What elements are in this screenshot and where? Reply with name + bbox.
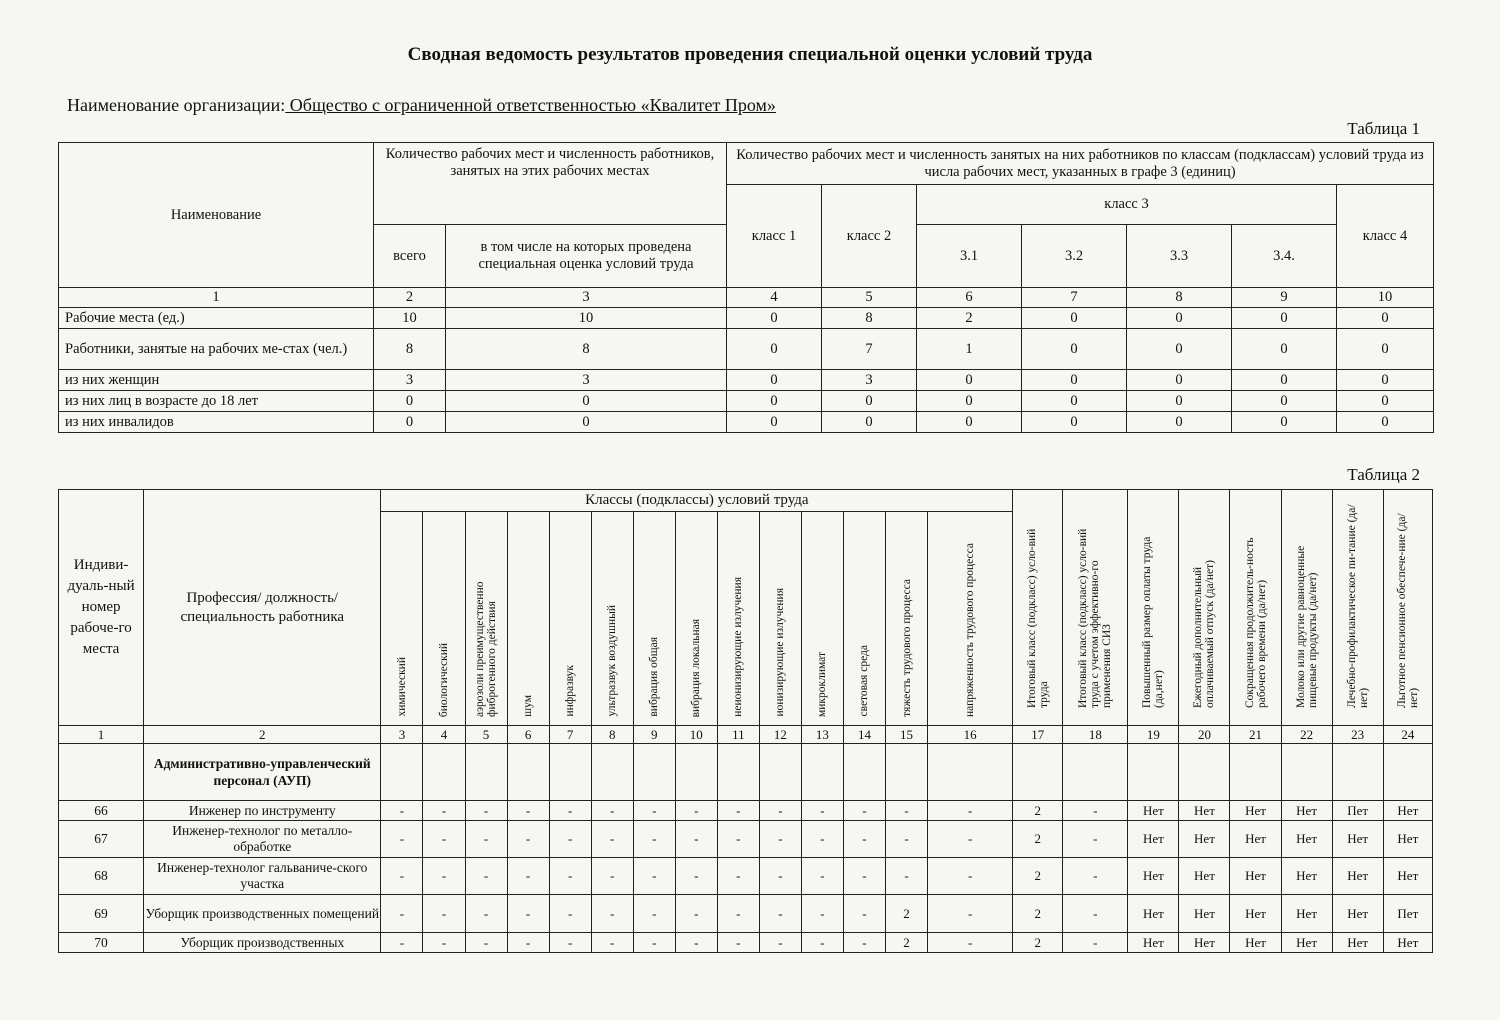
cell-value: -: [381, 895, 423, 933]
cell-value: -: [759, 933, 801, 953]
cell-value: 0: [727, 412, 822, 433]
cell-value: -: [928, 933, 1013, 953]
header-extra-23: [1332, 490, 1383, 726]
column-number: 12: [759, 726, 801, 744]
cell-value: 0: [727, 391, 822, 412]
cell-value: 7: [822, 329, 917, 370]
column-number: 6: [917, 288, 1022, 308]
cell-value: 2: [1013, 801, 1063, 821]
column-number: 3: [446, 288, 727, 308]
column-number: 21: [1230, 726, 1281, 744]
cell-value: 0: [822, 412, 917, 433]
header-extra-text: Сокращенная продолжитель-ность рабочего времени (да/нет): [1243, 537, 1268, 708]
cell-value: 0: [1127, 370, 1232, 391]
cell-value: -: [717, 895, 759, 933]
header-classes: Количество рабочих мест и численность занятых на них работников по классам (подклассам) условий труда из числа рабочих мест, указанных в графе 3 (единиц): [727, 143, 1434, 185]
cell-value: -: [717, 933, 759, 953]
cell-value: -: [759, 821, 801, 858]
header-factor: [928, 512, 1013, 726]
cell-value: -: [801, 858, 843, 895]
header-factor: [423, 512, 465, 726]
cell-value: 0: [1022, 412, 1127, 433]
cell-value: 0: [727, 329, 822, 370]
cell-value: 0: [917, 412, 1022, 433]
column-number: 4: [423, 726, 465, 744]
column-numbers-row: [59, 288, 1434, 308]
cell-value: 0: [446, 391, 727, 412]
header-factor: [465, 512, 507, 726]
cell-value: -: [1063, 821, 1128, 858]
column-number: 20: [1179, 726, 1230, 744]
cell-value: Нет: [1383, 821, 1432, 858]
cell-value: Нет: [1383, 801, 1432, 821]
header-total: всего: [374, 225, 446, 288]
profession-name: Уборщик производственных: [144, 933, 381, 953]
column-number: 14: [843, 726, 885, 744]
header-factor: [759, 512, 801, 726]
row-name: из них инвалидов: [59, 412, 374, 433]
workplace-id: 66: [59, 801, 144, 821]
header-3-2: 3.2: [1022, 225, 1127, 288]
column-number: 11: [717, 726, 759, 744]
cell-value: 0: [1022, 391, 1127, 412]
column-number: 1: [59, 288, 374, 308]
cell-value: -: [759, 895, 801, 933]
cell-value: Нет: [1128, 821, 1179, 858]
cell-value: 0: [822, 391, 917, 412]
table1-label: Таблица 1: [1347, 119, 1420, 138]
cell-value: 0: [1337, 329, 1434, 370]
header-factor: [843, 512, 885, 726]
header-extra-17: [1013, 490, 1063, 726]
profession-name: Инженер-технолог гальваниче-ского участка: [144, 858, 381, 895]
header-name: Наименование: [59, 143, 374, 288]
cell-value: -: [591, 821, 633, 858]
cell-value: -: [549, 933, 591, 953]
cell-value: -: [717, 858, 759, 895]
cell-value: -: [465, 858, 507, 895]
cell-value: -: [1063, 933, 1128, 953]
column-number: 19: [1128, 726, 1179, 744]
workplace-id: 67: [59, 821, 144, 858]
column-number: 24: [1383, 726, 1432, 744]
cell-value: 2: [886, 895, 928, 933]
column-number: 18: [1063, 726, 1128, 744]
column-numbers-row: [59, 726, 1433, 744]
factor-label: химический: [395, 657, 408, 717]
table-row: [59, 801, 1433, 821]
header-extra-text: Повышенный размер оплаты труда (да,нет): [1141, 536, 1166, 708]
cell-value: -: [801, 895, 843, 933]
cell-value: 0: [1022, 329, 1127, 370]
organization-label: Наименование организации:: [67, 95, 286, 115]
workplace-id: 69: [59, 895, 144, 933]
factor-label: световая среда: [858, 645, 871, 717]
row-name: из них женщин: [59, 370, 374, 391]
cell-value: Нет: [1179, 895, 1230, 933]
cell-value: Нет: [1281, 895, 1332, 933]
cell-value: -: [928, 821, 1013, 858]
column-number: 10: [675, 726, 717, 744]
cell-value: 0: [1337, 308, 1434, 329]
cell-value: -: [381, 801, 423, 821]
cell-value: -: [423, 895, 465, 933]
column-number: 15: [886, 726, 928, 744]
factor-label: шум: [522, 695, 535, 717]
cell-value: Нет: [1179, 858, 1230, 895]
factor-label: инфразвук: [564, 665, 577, 717]
header-class1: класс 1: [727, 185, 822, 288]
column-number: 7: [549, 726, 591, 744]
header-factor: [549, 512, 591, 726]
cell-value: Нет: [1230, 821, 1281, 858]
workplace-id: 68: [59, 858, 144, 895]
column-number: 6: [507, 726, 549, 744]
cell-value: -: [843, 801, 885, 821]
cell-value: 0: [1127, 412, 1232, 433]
cell-value: Пет: [1332, 801, 1383, 821]
cell-value: -: [675, 801, 717, 821]
table-row: [59, 391, 1434, 412]
cell-value: -: [675, 858, 717, 895]
factor-label: неионизирующие излучения: [732, 577, 745, 717]
cell-value: 0: [727, 308, 822, 329]
cell-value: 2: [1013, 821, 1063, 858]
cell-value: -: [928, 858, 1013, 895]
column-number: 16: [928, 726, 1013, 744]
header-profession: Профессия/ должность/ специальность работника: [144, 490, 381, 726]
header-extra-20: [1179, 490, 1230, 726]
header-extra-text: Молоко или другие равноценные пищевые продукты (да/нет): [1294, 545, 1319, 708]
cell-value: 0: [917, 370, 1022, 391]
cell-value: -: [759, 858, 801, 895]
cell-value: -: [423, 801, 465, 821]
cell-value: 0: [917, 391, 1022, 412]
cell-value: Нет: [1230, 895, 1281, 933]
cell-value: Нет: [1230, 801, 1281, 821]
cell-value: Пет: [1383, 895, 1432, 933]
header-class4: класс 4: [1337, 185, 1434, 288]
header-class3: класс 3: [917, 185, 1337, 225]
cell-value: 3: [374, 370, 446, 391]
cell-value: -: [843, 821, 885, 858]
cell-value: -: [507, 801, 549, 821]
cell-value: -: [381, 933, 423, 953]
summary-table: [58, 142, 1434, 433]
cell-value: 0: [727, 370, 822, 391]
cell-value: Нет: [1128, 895, 1179, 933]
header-extra-21: [1230, 490, 1281, 726]
header-factor: [801, 512, 843, 726]
cell-value: -: [717, 801, 759, 821]
cell-value: -: [886, 801, 928, 821]
cell-value: 0: [1232, 308, 1337, 329]
cell-value: 0: [1232, 412, 1337, 433]
header-extra-text: Лечебно-профилактическое пи-тание (да/нет): [1345, 504, 1370, 708]
workplaces-table: [58, 489, 1433, 953]
group-title: Административно-управленческий персонал (АУП): [144, 744, 381, 801]
header-factor: [633, 512, 675, 726]
table-row: [59, 308, 1434, 329]
cell-value: -: [507, 933, 549, 953]
cell-value: -: [507, 895, 549, 933]
header-factor: [886, 512, 928, 726]
header-factor: [717, 512, 759, 726]
table-row: [59, 370, 1434, 391]
header-3-1: 3.1: [917, 225, 1022, 288]
cell-value: -: [801, 801, 843, 821]
factor-label: микроклимат: [816, 651, 829, 717]
table-row: [59, 858, 1433, 895]
cell-value: 1: [917, 329, 1022, 370]
cell-value: 0: [446, 412, 727, 433]
column-number: 17: [1013, 726, 1063, 744]
cell-value: -: [801, 821, 843, 858]
cell-value: 0: [374, 412, 446, 433]
cell-value: -: [507, 858, 549, 895]
column-number: 2: [144, 726, 381, 744]
cell-value: 0: [1337, 412, 1434, 433]
organization-line: [67, 95, 776, 116]
row-name: Работники, занятые на рабочих ме-стах (чел.): [59, 329, 374, 370]
cell-value: Нет: [1332, 821, 1383, 858]
header-factor: [381, 512, 423, 726]
column-number: 9: [633, 726, 675, 744]
cell-value: Нет: [1383, 858, 1432, 895]
header-factor: [507, 512, 549, 726]
cell-value: -: [801, 933, 843, 953]
workplace-id: 70: [59, 933, 144, 953]
header-extra-text: Итоговый класс (подкласс) усло-вий труда: [1025, 528, 1050, 708]
cell-value: -: [675, 895, 717, 933]
column-number: 22: [1281, 726, 1332, 744]
column-number: 5: [822, 288, 917, 308]
cell-value: 8: [822, 308, 917, 329]
cell-value: 0: [1232, 370, 1337, 391]
cell-value: -: [717, 821, 759, 858]
cell-value: -: [549, 821, 591, 858]
cell-value: -: [1063, 895, 1128, 933]
cell-value: Нет: [1179, 933, 1230, 953]
table-row: [59, 329, 1434, 370]
column-number: 8: [1127, 288, 1232, 308]
cell-value: -: [886, 858, 928, 895]
cell-value: Нет: [1128, 933, 1179, 953]
cell-value: 3: [822, 370, 917, 391]
cell-value: -: [633, 895, 675, 933]
cell-value: Нет: [1128, 858, 1179, 895]
cell-value: Нет: [1383, 933, 1432, 953]
cell-value: -: [591, 895, 633, 933]
cell-value: -: [423, 821, 465, 858]
organization-name: Общество с ограниченной ответственностью «Квалитет Пром»: [285, 95, 776, 115]
cell-value: 0: [1232, 329, 1337, 370]
cell-value: 3: [446, 370, 727, 391]
cell-value: -: [549, 858, 591, 895]
cell-value: Нет: [1281, 858, 1332, 895]
cell-value: -: [928, 801, 1013, 821]
cell-value: -: [423, 933, 465, 953]
cell-value: -: [381, 821, 423, 858]
cell-value: -: [465, 895, 507, 933]
cell-value: -: [591, 858, 633, 895]
cell-value: 0: [1022, 370, 1127, 391]
column-number: 5: [465, 726, 507, 744]
cell-value: 8: [374, 329, 446, 370]
column-number: 8: [591, 726, 633, 744]
cell-value: -: [633, 821, 675, 858]
column-number: 4: [727, 288, 822, 308]
cell-value: -: [633, 801, 675, 821]
header-extra-22: [1281, 490, 1332, 726]
cell-value: 0: [1127, 308, 1232, 329]
cell-value: -: [1063, 858, 1128, 895]
cell-value: -: [633, 858, 675, 895]
cell-value: -: [549, 895, 591, 933]
cell-value: Нет: [1128, 801, 1179, 821]
header-extra-24: [1383, 490, 1432, 726]
header-class2: класс 2: [822, 185, 917, 288]
cell-value: 0: [1232, 391, 1337, 412]
factor-label: ионизирующие излучения: [774, 588, 787, 717]
cell-value: 2: [1013, 895, 1063, 933]
cell-value: -: [591, 801, 633, 821]
cell-value: 2: [1013, 933, 1063, 953]
table-row: [59, 821, 1433, 858]
cell-value: -: [675, 933, 717, 953]
cell-value: -: [1063, 801, 1128, 821]
cell-value: 0: [1127, 329, 1232, 370]
cell-value: Нет: [1179, 801, 1230, 821]
cell-value: -: [465, 821, 507, 858]
header-assessed: в том числе на которых проведена специальная оценка условий труда: [446, 225, 727, 288]
cell-value: Нет: [1230, 933, 1281, 953]
factor-label: вибрация общая: [648, 637, 661, 717]
cell-value: 0: [1337, 391, 1434, 412]
factor-label: тяжесть трудового процесса: [900, 579, 913, 717]
header-extra-19: [1128, 490, 1179, 726]
cell-value: 0: [1127, 391, 1232, 412]
column-number: 23: [1332, 726, 1383, 744]
factor-label: ультразвук воздушный: [606, 605, 619, 717]
profession-name: Инженер-технолог по металло-обработке: [144, 821, 381, 858]
row-name: Рабочие места (ед.): [59, 308, 374, 329]
table2-label: Таблица 2: [1347, 465, 1420, 484]
column-number: 9: [1232, 288, 1337, 308]
cell-value: -: [591, 933, 633, 953]
header-extra-18: [1063, 490, 1128, 726]
cell-value: Нет: [1281, 801, 1332, 821]
cell-value: -: [843, 895, 885, 933]
header-extra-text: Льготное пенсионное обеспече-ние (да/нет): [1395, 513, 1420, 708]
document-title: Сводная ведомость результатов проведения специальной оценки условий труда: [407, 44, 1093, 65]
table-row: [59, 412, 1434, 433]
cell-value: -: [675, 821, 717, 858]
group-row: [59, 744, 1433, 801]
column-number: 1: [59, 726, 144, 744]
cell-value: -: [886, 821, 928, 858]
header-3-3: 3.3: [1127, 225, 1232, 288]
cell-value: -: [633, 933, 675, 953]
header-working-conditions-classes: Классы (подклассы) условий труда: [381, 490, 1013, 512]
column-number: 3: [381, 726, 423, 744]
cell-value: -: [928, 895, 1013, 933]
header-workplace-id: Индиви-дуаль-ный номер рабоче-го места: [59, 490, 144, 726]
header-factor: [675, 512, 717, 726]
cell-value: 10: [374, 308, 446, 329]
profession-name: Инженер по инструменту: [144, 801, 381, 821]
cell-value: 10: [446, 308, 727, 329]
column-number: 2: [374, 288, 446, 308]
cell-value: 8: [446, 329, 727, 370]
cell-value: Нет: [1332, 895, 1383, 933]
cell-value: -: [843, 933, 885, 953]
cell-value: -: [465, 801, 507, 821]
cell-value: Нет: [1332, 858, 1383, 895]
cell-value: 2: [886, 933, 928, 953]
factor-label: аэрозоли преимущественно фиброгенного действия: [474, 581, 499, 717]
factor-label: напряженность трудового процесса: [964, 543, 977, 717]
cell-value: -: [759, 801, 801, 821]
column-number: 10: [1337, 288, 1434, 308]
table-row: [59, 933, 1433, 953]
cell-value: -: [381, 858, 423, 895]
row-name: из них лиц в возрасте до 18 лет: [59, 391, 374, 412]
cell-value: Нет: [1179, 821, 1230, 858]
header-extra-text: Итоговый класс (подкласс) усло-вий труда с учетом эффективно-го применения СИЗ: [1077, 528, 1114, 708]
cell-value: -: [423, 858, 465, 895]
cell-value: Нет: [1332, 933, 1383, 953]
cell-value: Нет: [1230, 858, 1281, 895]
factor-label: биологический: [438, 642, 450, 717]
factor-label: вибрация локальная: [690, 618, 703, 717]
cell-value: 2: [1013, 858, 1063, 895]
cell-value: 0: [374, 391, 446, 412]
cell-value: -: [465, 933, 507, 953]
header-3-4: 3.4.: [1232, 225, 1337, 288]
cell-value: -: [843, 858, 885, 895]
cell-value: Нет: [1281, 821, 1332, 858]
cell-value: Нет: [1281, 933, 1332, 953]
header-extra-text: Ежегодный дополнительный оплачиваемый отпуск (да/нет): [1192, 560, 1217, 708]
header-factor: [591, 512, 633, 726]
cell-value: 0: [1022, 308, 1127, 329]
cell-value: -: [507, 821, 549, 858]
column-number: 7: [1022, 288, 1127, 308]
cell-value: -: [549, 801, 591, 821]
table-row: [59, 895, 1433, 933]
cell-value: 2: [917, 308, 1022, 329]
header-count: Количество рабочих мест и численность работников, занятых на этих рабочих местах: [374, 143, 727, 225]
column-number: 13: [801, 726, 843, 744]
cell-value: 0: [1337, 370, 1434, 391]
profession-name: Уборщик производственных помещений: [144, 895, 381, 933]
